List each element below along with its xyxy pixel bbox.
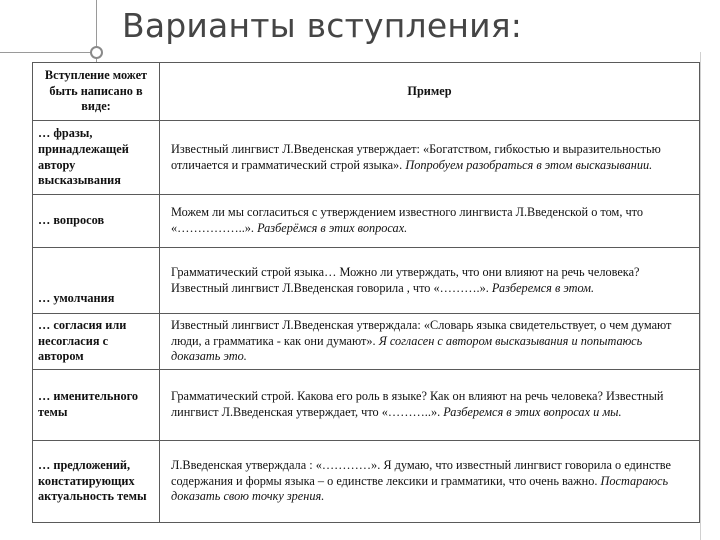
row-form: … фразы, принадлежащей автору высказывания [33, 121, 160, 195]
header-example: Пример [160, 63, 700, 121]
intro-variants-table [32, 62, 700, 523]
row-form: … умолчания [33, 248, 160, 314]
example-emphasis: Разберемся в этих вопросах и мы. [443, 405, 622, 419]
example-emphasis: Попробуем разобраться в этом высказывании. [405, 157, 653, 172]
row-form: … именительного темы [33, 370, 160, 441]
example-emphasis: Разберемся в этом. [491, 280, 595, 295]
row-example [160, 441, 700, 523]
frame-line-right [700, 52, 701, 540]
example-text: Можем ли мы согласиться с утверждением известного лингвиста Л.Введенской о том, что «……………..». [171, 205, 644, 235]
table-row [33, 441, 700, 523]
table-row [33, 248, 700, 314]
table-row [33, 314, 700, 370]
row-example [160, 248, 700, 314]
row-form: … вопросов [33, 195, 160, 248]
frame-line-horizontal [0, 52, 96, 53]
example-text: Грамматический строй. Какова его роль в языке? Как он влияют на речь человека? Известный лингвист Л.Введенская утверждает, что «………..». [171, 389, 664, 419]
corner-circle-decoration [90, 46, 103, 59]
row-form: … согласия или несогласия с автором [33, 314, 160, 370]
table-header-row [33, 63, 700, 121]
example-text: Известный лингвист Л.Введенская утверждает: «Богатством, гибкостью и выразительностью отличается и грамматический строй языка». [171, 141, 661, 172]
example-text: Л.Введенская утверждала : «…………». Я думаю, что известный лингвист говорила о единстве содержания и формы языка – о единстве лексики и грамматики, что очень важно. [171, 457, 671, 488]
row-example [160, 195, 700, 248]
table-row [33, 121, 700, 195]
example-emphasis: Разберёмся в этих вопросах. [257, 221, 408, 235]
example-text: Известный лингвист Л.Введенская утверждала: «Словарь языка свидетельствует, о чем думают люди, а грамматика - как они думают». [171, 317, 672, 348]
row-example [160, 370, 700, 441]
example-emphasis: Постараюсь доказать свою точку зрения. [171, 473, 669, 504]
slide-title: Варианты вступления: [122, 6, 523, 45]
row-example [160, 314, 700, 370]
header-form: Вступление может быть написано в виде: [33, 63, 160, 121]
example-text: Грамматический строй языка… Можно ли утверждать, что они влияют на речь человека? Известный лингвист Л.Введенская говорила , что «……….». [171, 264, 640, 295]
example-emphasis: Я согласен с автором высказывания и попытаюсь доказать это. [171, 333, 643, 364]
table-row [33, 370, 700, 441]
table-row [33, 195, 700, 248]
row-example [160, 121, 700, 195]
row-form: … предложений, констатирующих актуальность темы [33, 441, 160, 523]
